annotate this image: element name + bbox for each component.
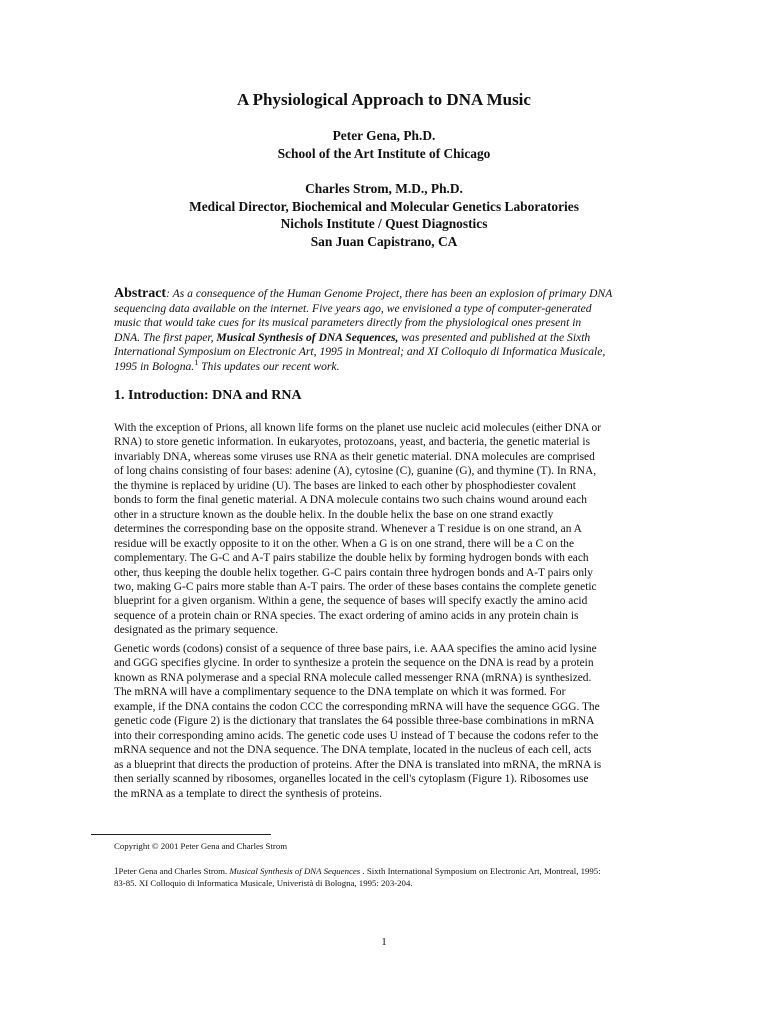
author-affiliation: Medical Director, Biochemical and Molecular Genetics Laboratories bbox=[189, 198, 579, 214]
abstract-text: was presented and published at the Sixth bbox=[398, 330, 591, 344]
text-line: With the exception of Prions, all known life forms on the planet use nucleic acid molecules (either DNA or bbox=[114, 422, 601, 434]
footnote-marker[interactable]: 1 bbox=[194, 358, 199, 368]
text-line: other in a structure known as the double helix. In the double helix the base on one strand exactly bbox=[114, 508, 554, 521]
abstract-line bbox=[114, 287, 684, 302]
text-line: as a blueprint that directs the production of proteins. After the DNA is translated into mRNA, the mRNA is bbox=[114, 758, 602, 771]
text-line: known as RNA polymerase and a special RNA molecule called messenger RNA (mRNA) is synthesized. bbox=[114, 671, 592, 684]
author-location: San Juan Capistrano, CA bbox=[310, 233, 458, 249]
footnote-line: 83-85. XI Colloquio di Informatica Musicale, Univeristà di Bologna, 1995: 203-204. bbox=[114, 877, 413, 888]
author-block-gena bbox=[0, 127, 768, 162]
copyright-notice: Copyright © 2001 Peter Gena and Charles Strom bbox=[114, 841, 288, 851]
paper-title: A Physiological Approach to DNA Music bbox=[237, 90, 531, 109]
abstract-line: music that would take cues for its musical parameters directly from the physiological ones present in bbox=[114, 316, 582, 330]
abstract bbox=[114, 287, 684, 375]
body-paragraph bbox=[114, 421, 674, 638]
cited-paper-title: Musical Synthesis of DNA Sequences, bbox=[216, 330, 399, 344]
section-heading: 1. Introduction: DNA and RNA bbox=[114, 388, 302, 403]
footnote-line bbox=[114, 866, 684, 878]
text-line: two, making G-C pairs more stable than A-T pairs. The order of these bases contains the complete genetic bbox=[114, 580, 597, 593]
abstract-line: International Symposium on Electronic Art, 1995 in Montreal; and XI Colloquio di Informatica Musicale, bbox=[114, 345, 606, 359]
abstract-text: 1995 in Bologna. bbox=[114, 359, 195, 373]
text-line: of long chains consisting of four bases: adenine (A), cytosine (C), guanine (G), and thymine (T). In RNA, bbox=[114, 465, 597, 478]
abstract-label: Abstract bbox=[114, 286, 167, 301]
text-line: designated as the primary sequence. bbox=[114, 624, 279, 637]
text-line: complementary. The G-C and A-T pairs stabilize the double helix by forming hydrogen bonds with each bbox=[114, 552, 589, 565]
page-number: 1 bbox=[381, 936, 387, 948]
abstract-text: DNA. The first paper, bbox=[114, 330, 217, 344]
text-line: example, if the DNA contains the codon CCC the corresponding mRNA will have the sequence GGG. The bbox=[114, 700, 600, 713]
abstract-line: sequencing data available on the internet. Five years ago, we envisioned a type of computer-generated bbox=[114, 301, 592, 315]
footnote bbox=[114, 866, 684, 889]
text-line: mRNA sequence and not the DNA sequence. The DNA template, located in the nucleus of each cell, acts bbox=[114, 744, 592, 757]
text-line: The mRNA will have a complimentary sequence to the DNA template on which it was formed. For bbox=[114, 686, 566, 699]
text-line: determines the corresponding base on the opposite strand. Whenever a T residue is on one strand, an A bbox=[114, 523, 582, 536]
author-affiliation: School of the Art Institute of Chicago bbox=[277, 145, 491, 161]
abstract-text: As a consequence of the Human Genome Project, there has been an explosion of primary DNA bbox=[169, 287, 613, 300]
abstract-colon: : bbox=[166, 287, 170, 300]
text-line: Genetic words (codons) consist of a sequence of three base pairs, i.e. AAA specifies the amino acid lysine bbox=[114, 643, 597, 655]
text-line: bonds to form the final genetic material. A DNA molecule contains two such chains wound around each bbox=[114, 494, 587, 507]
footnote-separator bbox=[91, 834, 271, 835]
abstract-line bbox=[114, 331, 684, 346]
text-line: into their corresponding amino acids. The genetic code uses U instead of T because the codons refer to the bbox=[114, 729, 599, 742]
body-paragraph bbox=[114, 642, 674, 801]
abstract-line bbox=[114, 360, 684, 375]
footnote-text: . Sixth International Symposium on Electronic Art, Montreal, 1995: bbox=[360, 866, 601, 876]
abstract-text: This updates our recent work. bbox=[198, 359, 340, 373]
author-name: Peter Gena, Ph.D. bbox=[332, 128, 436, 143]
footnote-text: Peter Gena and Charles Strom. bbox=[118, 866, 230, 876]
author-name: Charles Strom, M.D., Ph.D. bbox=[305, 181, 463, 196]
text-line: other, thus keeping the double helix together. G-C pairs contain three hydrogen bonds and A-T pairs only bbox=[114, 566, 593, 579]
footnote-number: 1 bbox=[114, 866, 119, 876]
cited-paper-title: Musical Synthesis of DNA Sequences bbox=[229, 866, 361, 876]
text-line: blueprint for a given organism. Within a gene, the sequence of bases will specify exactly the amino acid bbox=[114, 595, 588, 608]
text-line: invariably DNA, whereas some viruses use RNA as their genetic material. DNA molecules are comprised bbox=[114, 450, 595, 463]
text-line: then serially scanned by ribosomes, organelles located in the cell's cytoplasm (Figure 1). Ribosomes use bbox=[114, 773, 589, 786]
text-line: the mRNA as a template to direct the synthesis of proteins. bbox=[114, 787, 382, 800]
author-affiliation: Nichols Institute / Quest Diagnostics bbox=[280, 216, 488, 231]
text-line: sequence of a protein chain or RNA species. The exact ordering of amino acids in any protein chain is bbox=[114, 609, 579, 622]
author-block-strom bbox=[0, 180, 768, 250]
text-line: RNA) to store genetic information. In eukaryotes, protozoans, yeast, and bacteria, the genetic material is bbox=[114, 436, 591, 449]
text-line: genetic code (Figure 2) is the dictionary that translates the 64 possible three-base combinations in mRNA bbox=[114, 715, 595, 728]
text-line: and GGG specifies glycine. In order to synthesize a protein the sequence on the DNA is read by a protein bbox=[114, 657, 594, 670]
text-line: residue will be exactly opposite to it on the other. When a G is on one strand, there will be a C on the bbox=[114, 537, 575, 550]
text-line: the thymine is replaced by uridine (U). The bases are linked to each other by phosphodiester covalent bbox=[114, 479, 576, 492]
